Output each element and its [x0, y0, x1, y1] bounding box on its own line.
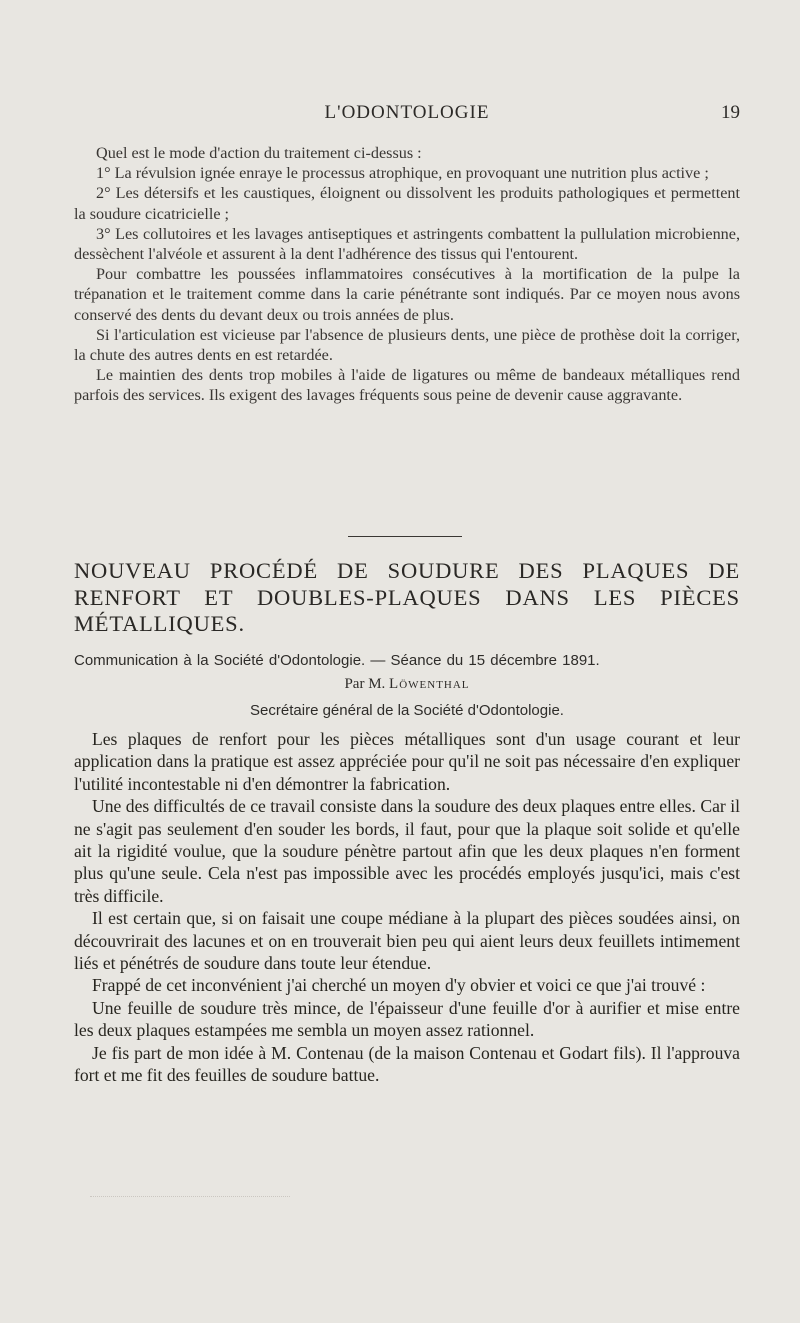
author-prefix: Par M. [344, 676, 386, 692]
communication-line: Communication à la Société d'Odontologie. — Séance du 15 décembre 1891. [74, 652, 600, 669]
article-body [74, 728, 740, 1087]
article-title: NOUVEAU PROCÉDÉ DE SOUDURE DES PLAQUES DE RENFORT ET DOUBLES-PLAQUES DANS LES PIÈCES MÉTALLIQUES. [74, 558, 740, 636]
paragraph: Une des difficultés de ce travail consiste dans la soudure des deux plaques entre elles. Car il ne s'agit pas seulement d'en souder les bords, il faut, pour que la plaque soit solide et qu'elle ait la rigidité voulue, que la soudure pénètre partout afin que les deux plaques n'en forment plus qu'une seule. Cela n'est pas impossible avec les procédés employés jusqu'ici, mais c'est très difficile. [74, 796, 740, 906]
author-name: Löwenthal [389, 676, 470, 692]
page-number: 19 [721, 102, 740, 123]
running-title: L'ODONTOLOGIE [324, 102, 490, 123]
author-role: Secrétaire général de la Société d'Odontologie. [250, 702, 564, 719]
bleed-through-marks [90, 1196, 290, 1201]
paragraph: Frappé de cet inconvénient j'ai cherché un moyen d'y obvier et voici ce que j'ai trouvé : [92, 975, 706, 996]
author-line [74, 676, 740, 693]
paragraph: Le maintien des dents trop mobiles à l'aide de ligatures ou même de bandeaux métalliques rend parfois des services. Ils exigent des lavages fréquents sous peine de devenir cause aggravante. [74, 366, 740, 405]
paragraph: Une feuille de soudure très mince, de l'épaisseur d'une feuille d'or à aurifier et mise entre les deux plaques estampées me sembla un moyen assez rationnel. [74, 997, 740, 1041]
paragraph: Quel est le mode d'action du traitement ci-dessus : [96, 144, 422, 162]
paragraph: Il est certain que, si on faisait une coupe médiane à la plupart des pièces soudées ainsi, on découvrirait des lacunes et on en trouverait bien peu qui aient leurs deux feuillets intimement liés et pénétrés de soudure dans toute leur étendue. [74, 908, 740, 974]
section-divider [348, 536, 462, 537]
page-header [74, 102, 740, 128]
paragraph: Je fis part de mon idée à M. Contenau (de la maison Contenau et Godart fils). Il l'approuva fort et me fit des feuilles de soudure battue. [74, 1042, 740, 1086]
paragraph: 2° Les détersifs et les caustiques, éloignent ou dissolvent les produits pathologiques et permettent la soudure cicatricielle ; [74, 184, 740, 223]
paragraph: 1° La révulsion ignée enraye le processus atrophique, en provoquant une nutrition plus active ; [96, 164, 709, 183]
paragraph: 3° Les collutoires et les lavages antiseptiques et astringents combattent la pullulation microbienne, dessèchent l'alvéole et assurent à la dent l'adhérence des tissus qui l'entourent. [74, 224, 740, 264]
paragraph: Si l'articulation est vicieuse par l'absence de plusieurs dents, une pièce de prothèse doit la corriger, la chute des autres dents en est retardée. [74, 325, 740, 365]
paragraph: Les plaques de renfort pour les pièces métalliques sont d'un usage courant et leur application dans la pratique est assez appréciée pour qu'il ne soit pas nécessaire d'en expliquer l'utilité incontestable ni d'en démontrer la fabrication. [74, 729, 740, 794]
section-continuation [74, 143, 740, 406]
paragraph: Pour combattre les poussées inflammatoires consécutives à la mortification de la pulpe la trépanation et le traitement comme dans la carie pénétrante sont indiqués. Par ce moyen nous avons conservé des dents du devant deux ou trois années de plus. [74, 265, 740, 324]
